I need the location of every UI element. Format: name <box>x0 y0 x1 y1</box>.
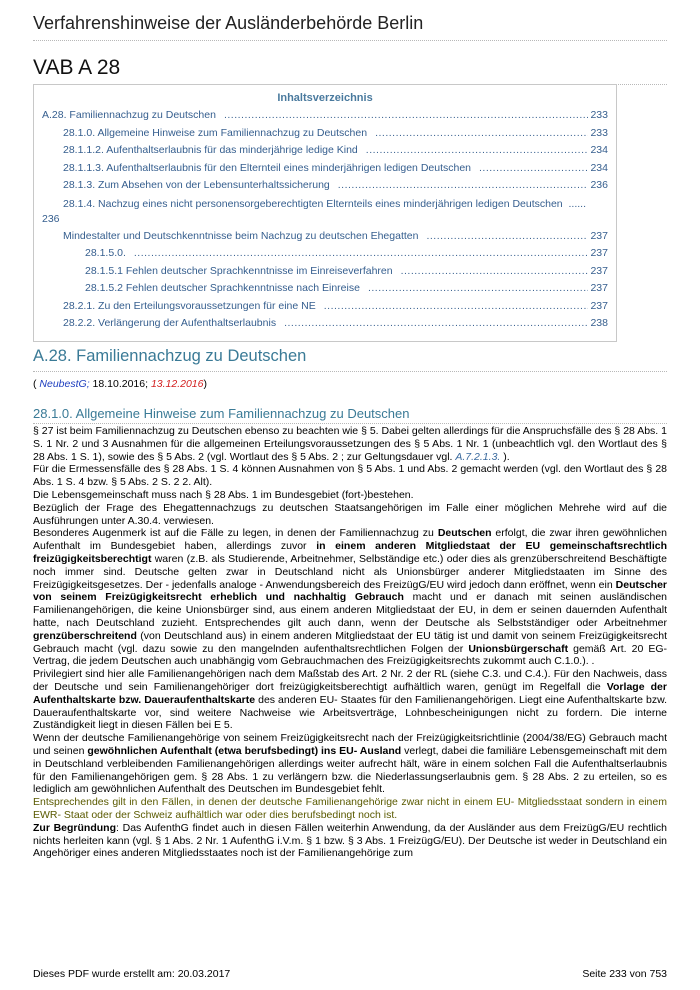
divider <box>33 371 667 372</box>
table-of-contents <box>33 84 617 342</box>
paragraph: § 27 ist beim Familiennachzug zu Deutschen ebenso zu beachten wie § 5. Dabei gelten allerdings für die Anspruchsfälle des § 28 Abs. 1 S. 1 Nr. 2 und 3 Ausnahmen für die allgemeinen Erteilungsvoraussetzungen des § 5 Abs. 1 Nr. 1 (unbeachtlich vgl. den Wortlaut des § 28 Abs. 1 S. 1), sowie des § 5 Abs. 2 (vgl. Wortlaut des § 5 Abs. 2 ; zur Geltungsdauer vgl. A.7.2.1.3. ). <box>33 425 667 463</box>
paragraph: Bezüglich der Frage des Ehegattennachzugs zu deutschen Staatsangehörigen im Falle einer möglichen Mehrehe wird auf die Ausführungen unter A.30.4. verwiesen. <box>33 501 667 527</box>
toc-entry[interactable]: 28.1.1.2. Aufenthaltserlaubnis für das minderjährige ledige Kind ..... 234 <box>42 144 608 162</box>
meta-link[interactable]: NeubestG; <box>39 378 90 390</box>
toc-entry[interactable]: 28.1.5.1 Fehlen deutscher Sprachkenntnisse im Einreiseverfahren ..... 237 <box>42 265 608 283</box>
toc-entry[interactable]: A.28. Familiennachzug zu Deutschen ..... 233 <box>42 109 608 127</box>
toc-entry[interactable]: Mindestalter und Deutschkenntnisse beim Nachzug zu deutschen Ehegatten ..... 237 <box>42 230 608 248</box>
cross-reference-link[interactable]: A.7.2.1.3. <box>455 450 501 463</box>
footer-page-number: Seite 233 von 753 <box>582 968 667 980</box>
meta-revision-date: 13.12.2016 <box>150 378 204 390</box>
toc-entry[interactable]: 28.1.4. Nachzug eines nicht personensorgeberechtigten Elternteils eines minderjährigen ledigen Deutschen ...... 236 <box>42 197 587 225</box>
revision-meta: ( NeubestG; 18.10.2016; 13.12.2016) <box>33 378 207 390</box>
paragraph: Die Lebensgemeinschaft muss nach § 28 Abs. 1 im Bundesgebiet (fort-)bestehen. <box>33 488 414 501</box>
paragraph-highlighted: Entsprechendes gilt in den Fällen, in denen der deutsche Familienangehörige zwar nicht in einem EU- Mitgliedsstaat sondern in einem EWR- Staat oder der Schweiz aufhältlich war oder dies berufsbedingt noch ist. <box>33 796 667 821</box>
subsection-heading: 28.1.0. Allgemeine Hinweise zum Familiennachzug zu Deutschen <box>33 406 410 421</box>
toc-entry[interactable]: 28.1.3. Zum Absehen von der Lebensunterhaltssicherung ..... 236 <box>42 179 608 197</box>
toc-entry[interactable]: 28.1.1.3. Aufenthaltserlaubnis für den Elternteil eines minderjährigen ledigen Deutschen ..... 234 <box>42 162 608 180</box>
toc-entry[interactable]: 28.1.5.2 Fehlen deutscher Sprachkenntnisse nach Einreise ..... 237 <box>42 282 608 300</box>
paragraph: Wenn der deutsche Familienangehörige von seinem Freizügigkeitsrecht nach der Freizügigkeitsrichtlinie (2004/38/EG) Gebrauch macht und seinen gewöhnlichen Aufenthalt (etwa berufsbedingt) ins EU- Ausland verlegt, dabei die familiäre Lebensgemeinschaft mit dem in Deutschland verbleibenden Familienangehörigen allerdings weiter aufrecht hält, wäre in einem solchen Fall die Aufenthaltserlaubnis für den Familienangehörigen gem. § 28 Abs. 1 zu verlängern bzw. die Niederlassungserlaubnis gem. § 28 Abs. 2 zu erteilen, so es lediglich am gewöhnlichen Aufenthalt des Deutschen im Bundesgebiet fehlt. <box>33 732 667 796</box>
toc-entry[interactable]: 28.1.5.0. ..... 237 <box>42 247 608 265</box>
paragraph: Privilegiert sind hier alle Familienangehörigen nach dem Maßstab des Art. 2 Nr. 2 der RL (siehe C.3. und C.4.). Für den Nachweis, dass der Deutsche und sein Familienangehöriger dort freizügigkeitsberechtigt aufhältlich waren, genügt im Regelfall die Vorlage der Aufenthaltskarte bzw. Daueraufenthaltskarte des anderen EU- Staates für den Familienangehörigen. Liegt eine Aufenthaltskarte bzw. Daueraufenthaltskarte vor, sind weitere Nachweise wie Arbeitsverträge, Lohnbescheinigungen nicht zu fordern. Die interne Zuständigkeit liegt in diesen Fällen bei E 5. <box>33 668 667 732</box>
document-title: VAB A 28 <box>33 56 667 85</box>
paragraph: Zur Begründung: Das AufenthG findet auch in diesen Fällen weiterhin Anwendung, da der Ausländer aus dem FreizügG/EU rechtlich nichts herleiten kann (vgl. § 1 Abs. 2 Nr. 1 AufenthG i.V.m. § 1 bzw. § 3 Abs. 1 FreizügG/EU). Der Deutsche ist weder in Deutschland ein Angehöriger eines anderen Mitgliedsstaates noch ist der Familienangehörige zum <box>33 821 667 860</box>
body-text <box>33 425 667 860</box>
toc-entry[interactable]: 28.2.2. Verlängerung der Aufenthaltserlaubnis ..... 238 <box>42 317 608 335</box>
paragraph: Besonderes Augenmerk ist auf die Fälle zu legen, in denen der Familiennachzug zu Deutschen erfolgt, die zwar ihren gewöhnlichen Aufenthalt im Bundesgebiet haben, allerdings zuvor in einem anderen Mitgliedstaat der EU gemeinschaftsrechtlich freizügigkeitsberechtigt waren (z.B. als Studierende, Arbeitnehmer, Selbständige etc.) oder dies als grenzüberschreitend Beschäftigte noch immer sind. Deutsche gelten zwar in Deutschland nicht als Unionsbürger anderer Mitgliedstaaten im Sinne des Freizügigkeitsgesetzes. Der - jedenfalls analoge - Anwendungsbereich des FreizügG/EU wird jedoch dann eröffnet, wenn ein Deutscher von seinem Freizügigkeitsrecht erheblich und nachhaltig Gebrauch macht und er danach mit seinen ausländischen Familienangehörigen, die keine Unionsbürger sind, aus einem anderen Mitgliedstaat der EU, in dem er seinen dauernden Aufenthalt hatte, nach Deutschland zuzieht. Entsprechendes gilt auch dann, wenn der Deutsche als Selbstständiger oder Arbeitnehmer grenzüberschreitend (von Deutschland aus) in einem anderen Mitgliedstaat der EU tätig ist und damit von seinem Freizügigkeitsrecht Gebrauch macht (vgl. dazu sowie zu den mangelnden aufenthaltsrechtlichen Folgen der Unionsbürgerschaft gemäß Art. 20 EG-Vertrag, die jedem Deutschen auch unabhängig vom Gebrauchmachen des Freizügigkeitsrechts zukommt auch C.1.0.). . <box>33 527 667 668</box>
paragraph: Für die Ermessensfälle des § 28 Abs. 1 S. 4 können Ausnahmen von § 5 Abs. 1 und Abs. 2 gemacht werden (vgl. den Wortlaut des § 28 Abs. 1 S. 4 bzw. § 5 Abs. 2 S. 2 2. Alt). <box>33 463 667 489</box>
toc-entry[interactable]: 28.1.0. Allgemeine Hinweise zum Familiennachzug zu Deutschen ..... 233 <box>42 127 608 145</box>
toc-title: Inhaltsverzeichnis <box>277 92 373 104</box>
footer-created-date: Dieses PDF wurde erstellt am: 20.03.2017 <box>33 968 231 980</box>
toc-entry[interactable]: 28.2.1. Zu den Erteilungsvoraussetzungen für eine NE ..... 237 <box>42 300 608 318</box>
divider <box>33 423 667 424</box>
section-heading: A.28. Familiennachzug zu Deutschen <box>33 347 307 365</box>
page-header: Verfahrenshinweise der Ausländerbehörde Berlin <box>33 13 667 41</box>
